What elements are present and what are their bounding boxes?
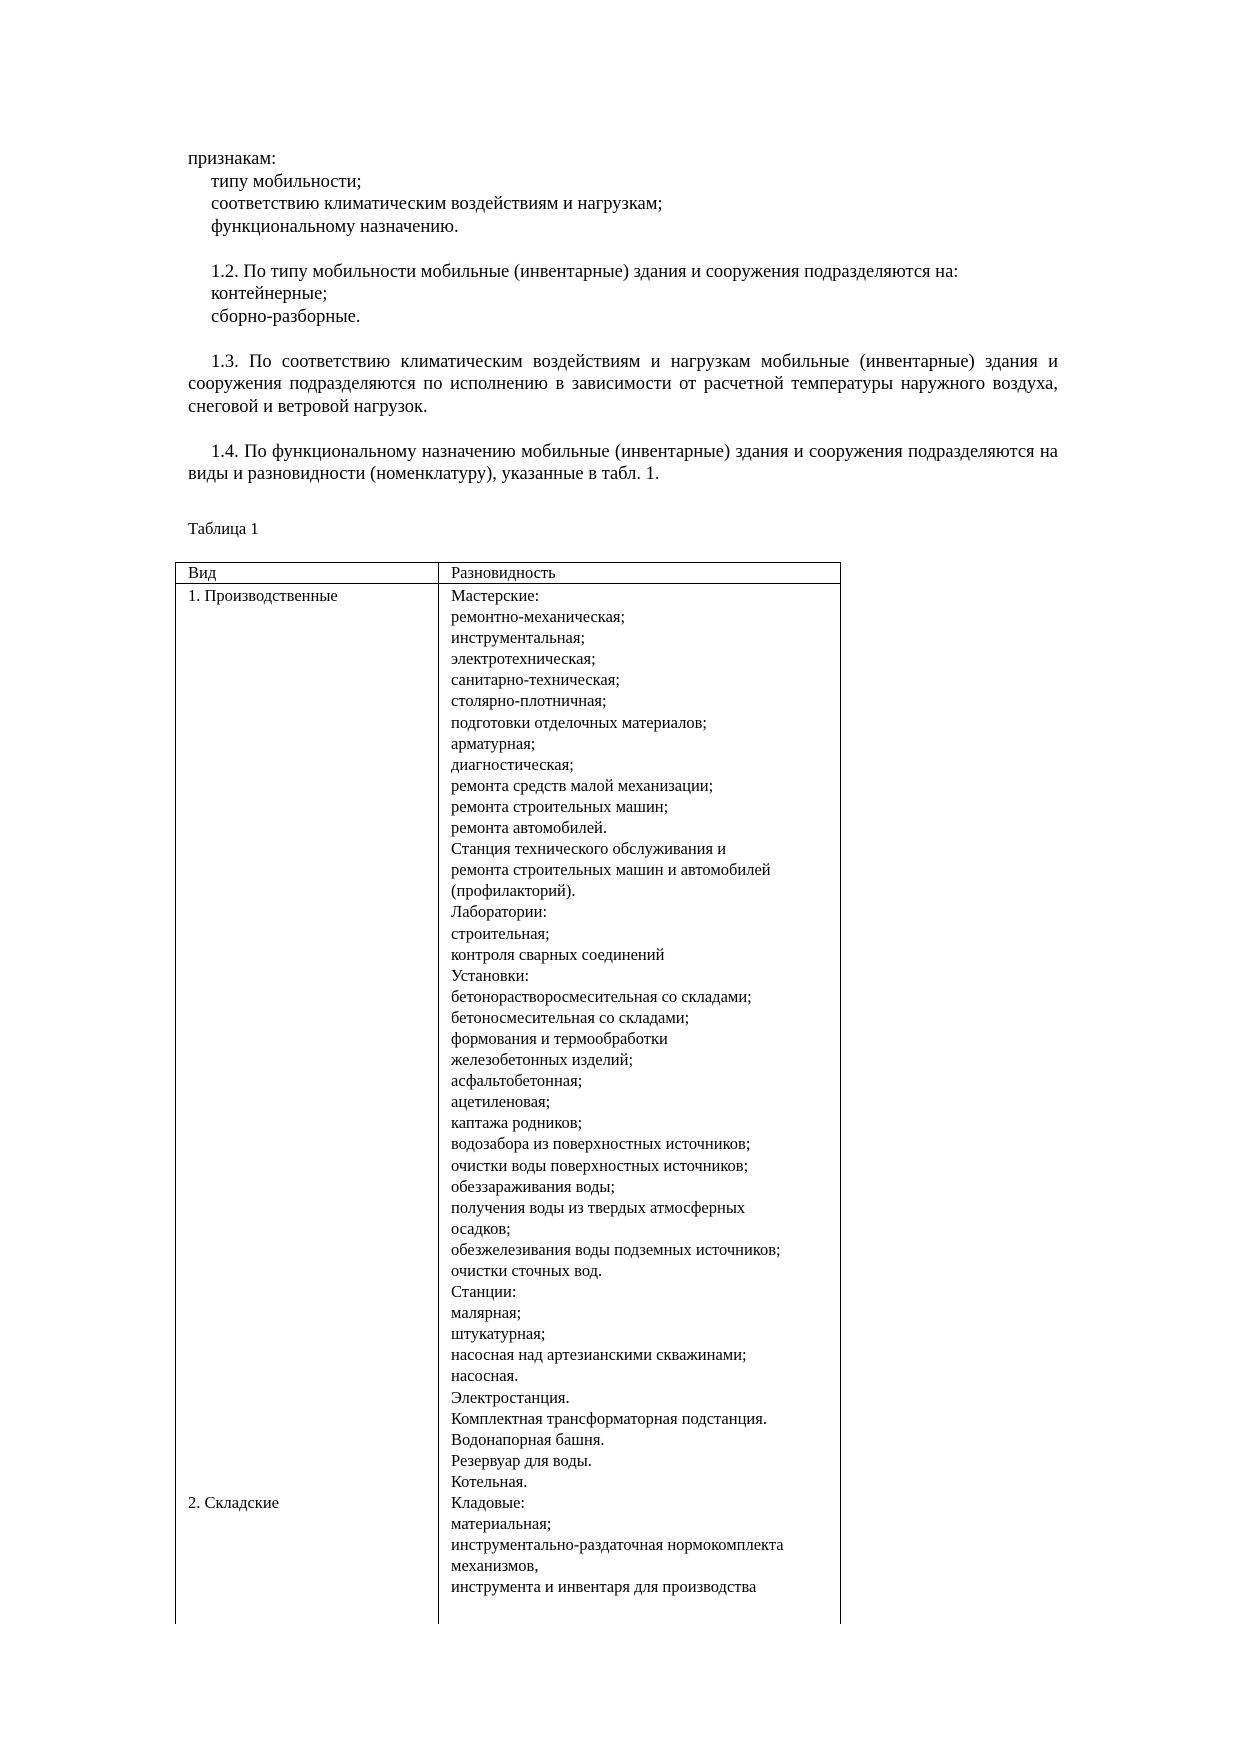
table-line: Резервуар для воды. (451, 1450, 592, 1470)
table-line: диагностическая; (451, 754, 574, 774)
table-line: столярно-плотничная; (451, 691, 607, 711)
table-line: Станции: (451, 1282, 517, 1302)
table-line: обеззараживания воды; (451, 1176, 616, 1196)
table-line: формования и термообработки (451, 1028, 668, 1048)
paragraph-1-2: 1.2. По типу мобильности мобильные (инвентарные) здания и сооружения подразделяются на: (211, 261, 959, 282)
intro-block (188, 148, 1058, 486)
table-line: Станция технического обслуживания и (451, 839, 727, 859)
table-line: материальная; (451, 1514, 552, 1534)
table-line: насосная над артезианскими скважинами; (451, 1345, 747, 1365)
table-line: Котельная. (451, 1471, 528, 1491)
table-line: инструмента и инвентаря для производства (451, 1577, 757, 1597)
table-line: получения воды из твердых атмосферных (451, 1197, 746, 1217)
table-line: ремонта автомобилей. (451, 818, 608, 838)
table-line: ремонта средств малой механизации; (451, 775, 714, 795)
table-line: Установки: (451, 965, 530, 985)
table-line: бетонорастворосмесительная со складами; (451, 986, 752, 1006)
table-line: штукатурная; (451, 1324, 546, 1344)
vid-column (176, 584, 439, 1624)
table-line: водозабора из поверхностных источников; (451, 1134, 751, 1154)
table-line: очистки сточных вод. (451, 1261, 603, 1280)
table-line: Мастерские: (451, 586, 540, 605)
mobility-type-item: сборно-разборные. (211, 306, 361, 327)
table-body (175, 584, 841, 1624)
vid-cell: 1. Производственные (188, 586, 338, 605)
table-line: Водонапорная башня. (451, 1429, 605, 1449)
mobility-type-item: контейнерные; (211, 284, 328, 304)
table-line: ремонта строительных машин и автомобилей (451, 860, 771, 880)
table-line: ацетиленовая; (451, 1092, 551, 1112)
table-line: обезжелезивания воды подземных источников; (451, 1239, 781, 1259)
paragraph-1-3: 1.3. По соответствию климатическим воздействиям и нагрузкам мобильные (инвентарные) здания и сооружения подразделяются по исполнению в зависимости от расчетной температуры наружного воздуха, снеговой и ветровой нагрузок. (188, 351, 1058, 417)
table-line: строительная; (451, 923, 550, 943)
table-line: ремонтно-механическая; (451, 607, 626, 627)
paragraph-1-4: 1.4. По функциональному назначению мобильные (инвентарные) здания и сооружения подразделяются на виды и разновидности (номенклатуру), указанные в табл. 1. (188, 441, 1058, 484)
table-line: электротехническая; (451, 649, 596, 669)
table-line: Кладовые: (451, 1493, 525, 1513)
table-line: подготовки отделочных материалов; (451, 712, 707, 732)
table-line: Лаборатории: (451, 902, 548, 922)
table-line: Электростанция. (451, 1387, 570, 1407)
table-line: осадков; (451, 1218, 511, 1238)
table-line: ремонта строительных машин; (451, 796, 669, 816)
table-line: санитарно-техническая; (451, 670, 620, 690)
table-line: малярная; (451, 1303, 522, 1323)
table-line: железобетонных изделий; (451, 1050, 634, 1070)
table-line: насосная. (451, 1366, 519, 1386)
table-caption: Таблица 1 (188, 519, 259, 538)
table-line: инструментальная; (451, 628, 586, 648)
intro-item: типу мобильности; (211, 171, 362, 192)
table-header-vid: Вид (176, 563, 439, 583)
table-line: механизмов, (451, 1556, 539, 1576)
table-line: (профилакторий). (451, 881, 576, 901)
vid-cell: 2. Складские (188, 1493, 279, 1512)
table-line: асфальтобетонная; (451, 1071, 583, 1091)
table-header-row (175, 562, 841, 584)
raznovidnost-column (439, 584, 840, 1624)
table-line: Комплектная трансформаторная подстанция. (451, 1408, 767, 1428)
table-line: контроля сварных соединений (451, 944, 665, 964)
table-line: инструментально-раздаточная нормокомплекта (451, 1535, 784, 1555)
table-line: арматурная; (451, 733, 536, 753)
nomenclature-table (175, 562, 841, 1624)
intro-item: соответствию климатическим воздействиям и нагрузкам; (211, 194, 663, 214)
table-header-raznovidnost: Разновидность (451, 563, 556, 582)
table-line: бетоносмесительная со складами; (451, 1007, 690, 1027)
intro-item: функциональному назначению. (211, 216, 459, 237)
table-line: каптажа родников; (451, 1113, 583, 1133)
intro-line: признакам: (188, 149, 277, 169)
table-line: очистки воды поверхностных источников; (451, 1155, 749, 1175)
